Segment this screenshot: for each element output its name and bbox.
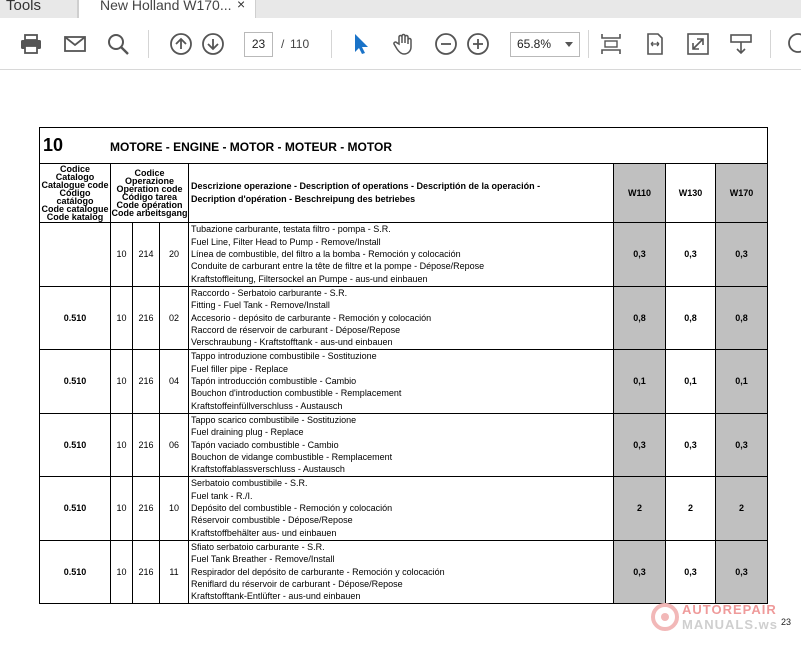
description-line: Raccord de réservoir de carburant - Dépose/Repose bbox=[191, 324, 401, 335]
table-row bbox=[40, 223, 768, 287]
catalog-code-cell bbox=[40, 223, 111, 287]
description-line: Verschraubung - Kraftstofftank - aus-und einbauen bbox=[191, 337, 393, 348]
fullscreen-icon[interactable] bbox=[686, 32, 710, 56]
time-value-w110: 0,3 bbox=[614, 413, 666, 477]
catalog-code-cell: 0.510 bbox=[40, 477, 111, 541]
fit-width-icon[interactable] bbox=[643, 32, 667, 56]
description-header: Descrizione operazione - Description of operations - Descriptión de la operación - Decription d'opération - Beschreipung des betriebes bbox=[189, 164, 614, 223]
operation-code-cell: 216 bbox=[133, 350, 160, 414]
select-cursor-icon[interactable] bbox=[349, 32, 373, 56]
description-line: Tappo scarico combustibile - Sostituzione bbox=[191, 414, 357, 425]
time-value-w130: 0,3 bbox=[666, 540, 716, 604]
catalog-code-cell: 0.510 bbox=[40, 540, 111, 604]
toolbar-divider bbox=[331, 30, 332, 58]
operation-code-cell: 02 bbox=[160, 286, 189, 350]
description-line: Fuel tank - R./I. bbox=[191, 490, 253, 501]
description-line: Fuel Tank Breather - Remove/Install bbox=[191, 554, 335, 565]
model-header-w110: W110 bbox=[614, 164, 666, 223]
section-title: MOTORE - ENGINE - MOTOR - MOTEUR - MOTOR bbox=[110, 140, 392, 154]
operation-code-cell: 06 bbox=[160, 413, 189, 477]
section-title-row bbox=[40, 128, 768, 164]
description-line: Bouchon de vidange combustible - Remplacement bbox=[191, 451, 393, 462]
time-value-w170: 0,3 bbox=[716, 223, 768, 287]
close-tab-icon[interactable]: × bbox=[237, 0, 246, 12]
table-row bbox=[40, 540, 768, 604]
description-line: Sfiato serbatoio carburante - S.R. bbox=[191, 541, 325, 552]
description-line: Kraftstoffleitung, Filtersockel an Pumpe - aus-und einbauen bbox=[191, 273, 428, 284]
header-row bbox=[40, 164, 768, 223]
time-value-w110: 0,3 bbox=[614, 223, 666, 287]
description-line: Raccordo - Serbatoio carburante - S.R. bbox=[191, 287, 348, 298]
description-cell bbox=[189, 477, 614, 541]
description-line: Respirador del depósito de carburante - Remoción y colocación bbox=[191, 566, 445, 577]
operation-code-cell: 10 bbox=[111, 286, 133, 350]
catalog-code-header: Codice Catalogo Catalogue code Código catálogo Code catalogue Code katalog bbox=[41, 164, 109, 222]
time-value-w130: 0,8 bbox=[666, 286, 716, 350]
description-line: Fitting - Fuel Tank - Remove/Install bbox=[191, 300, 330, 311]
operation-code-cell: 04 bbox=[160, 350, 189, 414]
description-cell bbox=[189, 540, 614, 604]
description-line: Tapón vaciado combustible - Cambio bbox=[191, 439, 339, 450]
watermark-line1: AUTOREPAIR bbox=[682, 602, 777, 617]
description-cell bbox=[189, 286, 614, 350]
operation-code-header: Codice Operazione Operation code Código tarea Code opération Code arbeitsgang bbox=[111, 164, 189, 223]
table-body bbox=[40, 223, 768, 604]
description-line: Kraftstoffeinfüllverschluss - Austausch bbox=[191, 400, 343, 411]
operation-code-cell: 10 bbox=[160, 477, 189, 541]
tab-tools[interactable]: Tools bbox=[0, 0, 78, 18]
time-value-w110: 0,3 bbox=[614, 540, 666, 604]
description-cell bbox=[189, 223, 614, 287]
time-value-w130: 2 bbox=[666, 477, 716, 541]
operation-code-cell: 10 bbox=[111, 350, 133, 414]
chevron-down-icon bbox=[565, 42, 573, 47]
operation-code-cell: 216 bbox=[133, 286, 160, 350]
description-line: Depósito del combustible - Remoción y colocación bbox=[191, 503, 393, 514]
description-cell bbox=[189, 350, 614, 414]
description-line: Línea de combustible, del filtro a la bomba - Remoción y colocación bbox=[191, 249, 461, 260]
email-icon[interactable] bbox=[63, 32, 87, 56]
operation-code-cell: 10 bbox=[111, 477, 133, 541]
time-value-w170: 0,3 bbox=[716, 540, 768, 604]
total-pages: 110 bbox=[290, 37, 310, 51]
tab-bar bbox=[0, 0, 801, 18]
operation-code-cell: 216 bbox=[133, 540, 160, 604]
description-line: Réservoir combustible - Dépose/Repose bbox=[191, 515, 353, 526]
search-icon[interactable] bbox=[106, 32, 130, 56]
table-row bbox=[40, 350, 768, 414]
operation-code-cell: 10 bbox=[111, 223, 133, 287]
time-value-w130: 0,3 bbox=[666, 413, 716, 477]
operation-code-cell: 10 bbox=[111, 413, 133, 477]
toolbar-divider bbox=[148, 30, 149, 58]
operation-code-cell: 20 bbox=[160, 223, 189, 287]
operation-code-cell: 216 bbox=[133, 413, 160, 477]
prev-page-icon[interactable] bbox=[169, 32, 193, 56]
zoom-in-icon[interactable] bbox=[466, 32, 490, 56]
read-mode-icon[interactable] bbox=[729, 32, 753, 56]
operations-table bbox=[39, 127, 768, 604]
operation-code-cell: 10 bbox=[111, 540, 133, 604]
toolbar-divider bbox=[588, 30, 589, 58]
time-value-w130: 0,3 bbox=[666, 223, 716, 287]
description-line: Serbatoio combustibile - S.R. bbox=[191, 478, 308, 489]
description-line: Accesorio - depósito de carburante - Remoción y colocación bbox=[191, 312, 432, 323]
watermark-line2: MANUALS.ws bbox=[682, 617, 778, 632]
time-value-w170: 0,1 bbox=[716, 350, 768, 414]
time-value-w110: 2 bbox=[614, 477, 666, 541]
time-value-w130: 0,1 bbox=[666, 350, 716, 414]
time-value-w170: 0,3 bbox=[716, 413, 768, 477]
tab-document[interactable] bbox=[78, 0, 256, 20]
comment-icon[interactable] bbox=[786, 32, 801, 56]
zoom-out-icon[interactable] bbox=[434, 32, 458, 56]
catalog-code-cell: 0.510 bbox=[40, 413, 111, 477]
next-page-icon[interactable] bbox=[201, 32, 225, 56]
operation-code-cell: 11 bbox=[160, 540, 189, 604]
description-line: Kraftstofftank-Entlüfter - aus-und einbauen bbox=[191, 591, 361, 602]
description-line: Reniflard du réservoir de carburant - Dépose/Repose bbox=[191, 578, 403, 589]
document-page bbox=[0, 71, 801, 647]
description-line: Fuel draining plug - Replace bbox=[191, 427, 304, 438]
time-value-w170: 2 bbox=[716, 477, 768, 541]
section-number: 10 bbox=[43, 135, 64, 155]
description-line: Kraftstoffbehälter aus- und einbauen bbox=[191, 527, 337, 538]
toolbar bbox=[0, 18, 801, 70]
table-row bbox=[40, 286, 768, 350]
model-header-w130: W130 bbox=[666, 164, 716, 223]
zoom-value: 65.8% bbox=[517, 37, 552, 51]
page-number-footer: 23 bbox=[781, 617, 792, 627]
description-line: Fuel Line, Filter Head to Pump - Remove/Install bbox=[191, 236, 381, 247]
time-value-w110: 0,1 bbox=[614, 350, 666, 414]
description-line: Tapón introducción combustible - Cambio bbox=[191, 376, 357, 387]
toolbar-divider bbox=[770, 30, 771, 58]
page-separator: / bbox=[281, 37, 285, 51]
zoom-select[interactable] bbox=[510, 32, 580, 57]
fit-page-icon[interactable] bbox=[599, 32, 623, 56]
model-header-w170: W170 bbox=[716, 164, 768, 223]
table-row bbox=[40, 477, 768, 541]
description-line: Bouchon d'introduction combustible - Remplacement bbox=[191, 388, 402, 399]
table-row bbox=[40, 413, 768, 477]
operation-code-cell: 216 bbox=[133, 477, 160, 541]
catalog-code-cell: 0.510 bbox=[40, 286, 111, 350]
description-line: Conduite de carburant entre la tête de filtre et la pompe - Dépose/Repose bbox=[191, 261, 485, 272]
description-line: Tappo introduzione combustibile - Sostituzione bbox=[191, 351, 377, 362]
time-value-w110: 0,8 bbox=[614, 286, 666, 350]
print-icon[interactable] bbox=[19, 32, 43, 56]
description-cell bbox=[189, 413, 614, 477]
hand-tool-icon[interactable] bbox=[391, 32, 415, 56]
page-number-input[interactable]: 23 bbox=[244, 32, 273, 57]
description-line: Tubazione carburante, testata filtro - pompa - S.R. bbox=[191, 224, 391, 235]
watermark-logo bbox=[650, 600, 800, 634]
description-line: Fuel filler pipe - Replace bbox=[191, 363, 289, 374]
gear-logo-icon bbox=[650, 600, 680, 634]
operation-code-cell: 214 bbox=[133, 223, 160, 287]
description-line: Kraftstoffablassverschluss - Austausch bbox=[191, 464, 345, 475]
tab-document-title: New Holland W170... bbox=[100, 0, 232, 13]
catalog-code-cell: 0.510 bbox=[40, 350, 111, 414]
time-value-w170: 0,8 bbox=[716, 286, 768, 350]
